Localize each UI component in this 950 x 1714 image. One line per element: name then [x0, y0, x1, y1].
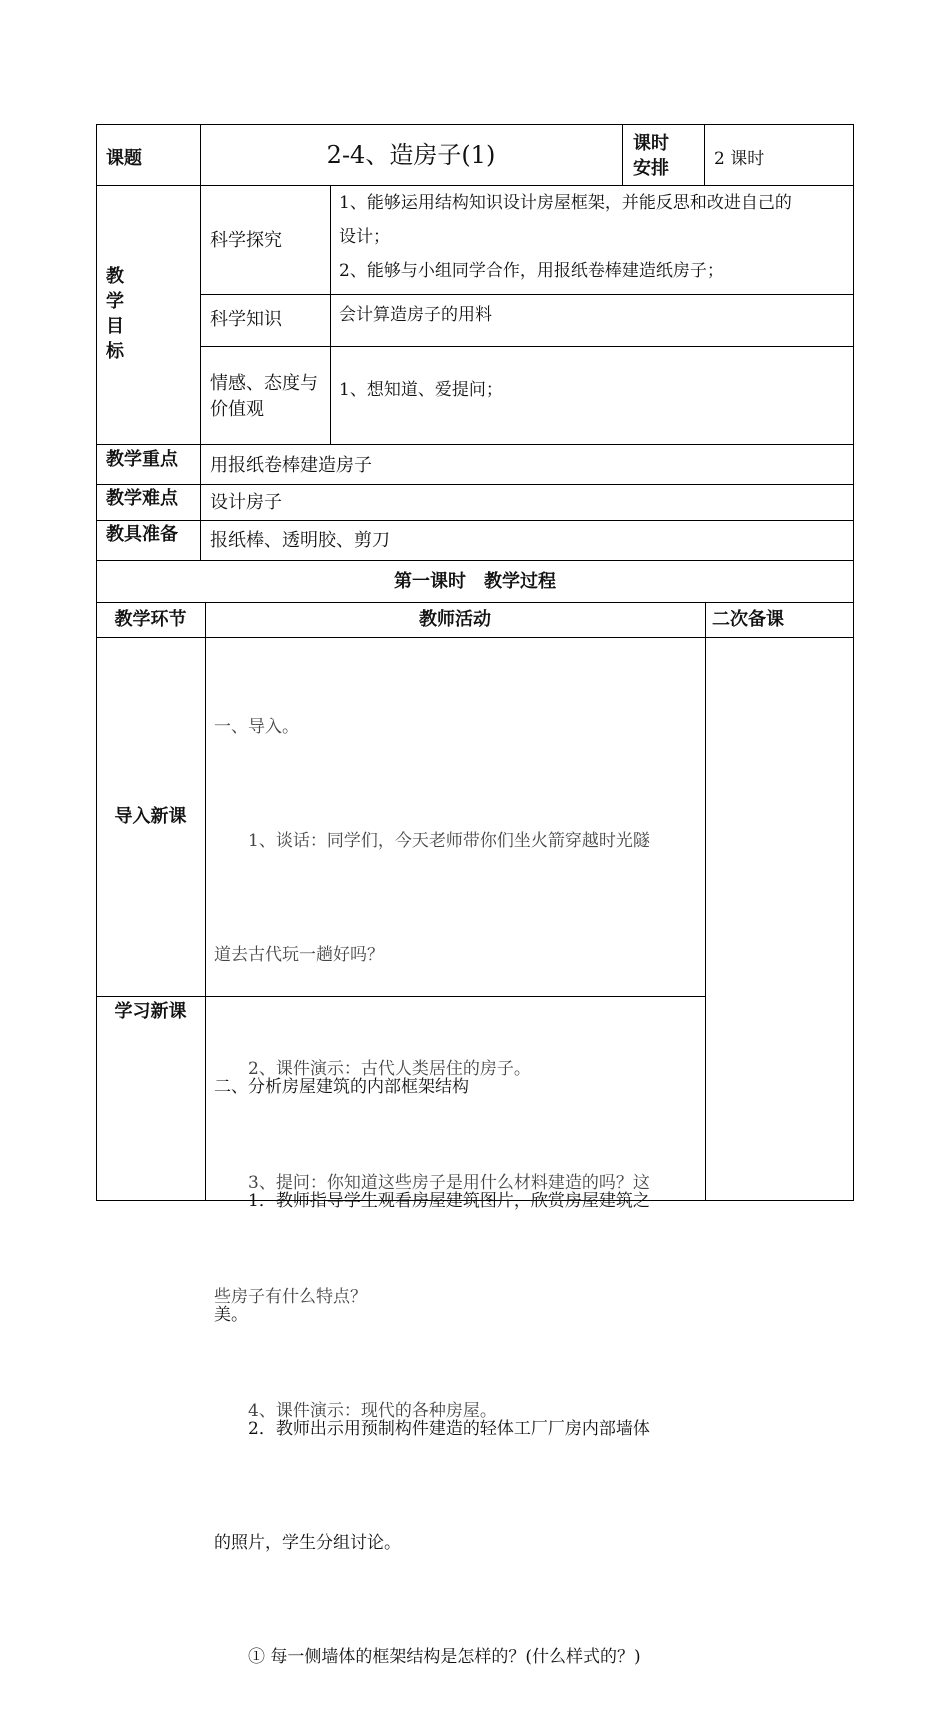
col-divider — [704, 124, 705, 186]
stage-label: 学习新课 — [114, 1001, 187, 1022]
schedule-label-line: 安排 — [633, 158, 669, 179]
stage-label: 导入新课 — [114, 806, 187, 827]
activity-line: ① 每一侧墙体的框架结构是怎样的？(什么样式的？) — [214, 1647, 641, 1667]
objective-content — [339, 302, 492, 328]
difficulty-label: 教学难点 — [106, 488, 178, 509]
divider — [96, 602, 854, 603]
process-title: 第一课时 教学过程 — [394, 571, 556, 592]
lesson-title: 2-4、造房子(1) — [326, 141, 496, 169]
column-header-notes: 二次备课 — [712, 609, 784, 630]
objective-content — [339, 377, 503, 403]
divider — [96, 560, 854, 561]
schedule-value: 2 课时 — [714, 149, 765, 169]
objectives-label-char: 目 — [106, 316, 124, 337]
col-divider — [330, 185, 331, 445]
activity-line: 美。 — [214, 1305, 248, 1325]
activity-line: 2、课件演示：古代人类居住的房子。 — [214, 1059, 531, 1079]
schedule-label — [633, 131, 669, 181]
objective-line: 1、能够运用结构知识设计房屋框架，并能反思和改进自己的 — [339, 193, 792, 213]
activity-line: 些房子有什么特点？ — [214, 1287, 367, 1307]
activity-line: 二、分析房屋建筑的内部框架结构 — [214, 1077, 469, 1097]
column-header-stage: 教学环节 — [114, 609, 187, 630]
divider — [96, 484, 854, 485]
objective-category — [210, 371, 318, 423]
materials-value: 报纸棒、透明胶、剪刀 — [210, 530, 390, 551]
activity-line: 1．教师指导学生观看房屋建筑图片，欣赏房屋建筑之 — [214, 1191, 650, 1211]
activity-line: 3、提问：你知道这些房子是用什么材料建造的吗？这 — [214, 1173, 650, 1193]
col-divider — [622, 124, 623, 186]
objective-content — [339, 186, 792, 288]
activity-line: 2．教师出示用预制构件建造的轻体工厂厂房内部墙体 — [214, 1419, 650, 1439]
objective-category: 科学知识 — [210, 309, 282, 330]
divider — [96, 520, 854, 521]
activity-line: 1、谈话：同学们，今天老师带你们坐火箭穿越时光隧 — [214, 831, 650, 851]
divider — [200, 294, 854, 295]
teacher-activity — [214, 992, 650, 1714]
objective-line: 1、想知道、爱提问； — [339, 380, 503, 400]
key-point-label: 教学重点 — [106, 449, 178, 470]
divider — [200, 346, 854, 347]
objective-line: 会计算造房子的用料 — [339, 305, 492, 325]
objective-category: 科学探究 — [210, 230, 282, 251]
objective-line: 2、能够与小组同学合作，用报纸卷棒建造纸房子； — [339, 261, 724, 281]
col-divider — [205, 602, 206, 1201]
objective-line: 设计； — [339, 227, 390, 247]
objectives-label-char: 标 — [106, 341, 124, 362]
border-right — [853, 124, 854, 1201]
border-top — [96, 124, 854, 125]
subject-label: 课题 — [106, 148, 142, 169]
column-header-teacher: 教师活动 — [419, 609, 491, 630]
col-divider — [705, 602, 706, 1201]
objective-category-line: 价值观 — [210, 399, 264, 420]
activity-line: 4、课件演示：现代的各种房屋。 — [214, 1401, 497, 1421]
objective-category-line: 情感、态度与 — [210, 373, 318, 394]
schedule-label-line: 课时 — [633, 133, 669, 154]
activity-line: 道去古代玩一趟好吗？ — [214, 945, 384, 965]
divider — [96, 444, 854, 445]
border-left — [96, 124, 97, 1201]
key-point-value: 用报纸卷棒建造房子 — [210, 455, 372, 476]
activity-line: 的照片，学生分组讨论。 — [214, 1533, 401, 1553]
difficulty-value: 设计房子 — [210, 492, 282, 513]
activity-line: 一、导入。 — [214, 717, 299, 737]
col-divider — [200, 124, 201, 561]
objectives-label-char: 教 — [106, 266, 124, 287]
objectives-label — [106, 264, 124, 364]
materials-label: 教具准备 — [106, 524, 178, 545]
objectives-label-char: 学 — [106, 291, 124, 312]
